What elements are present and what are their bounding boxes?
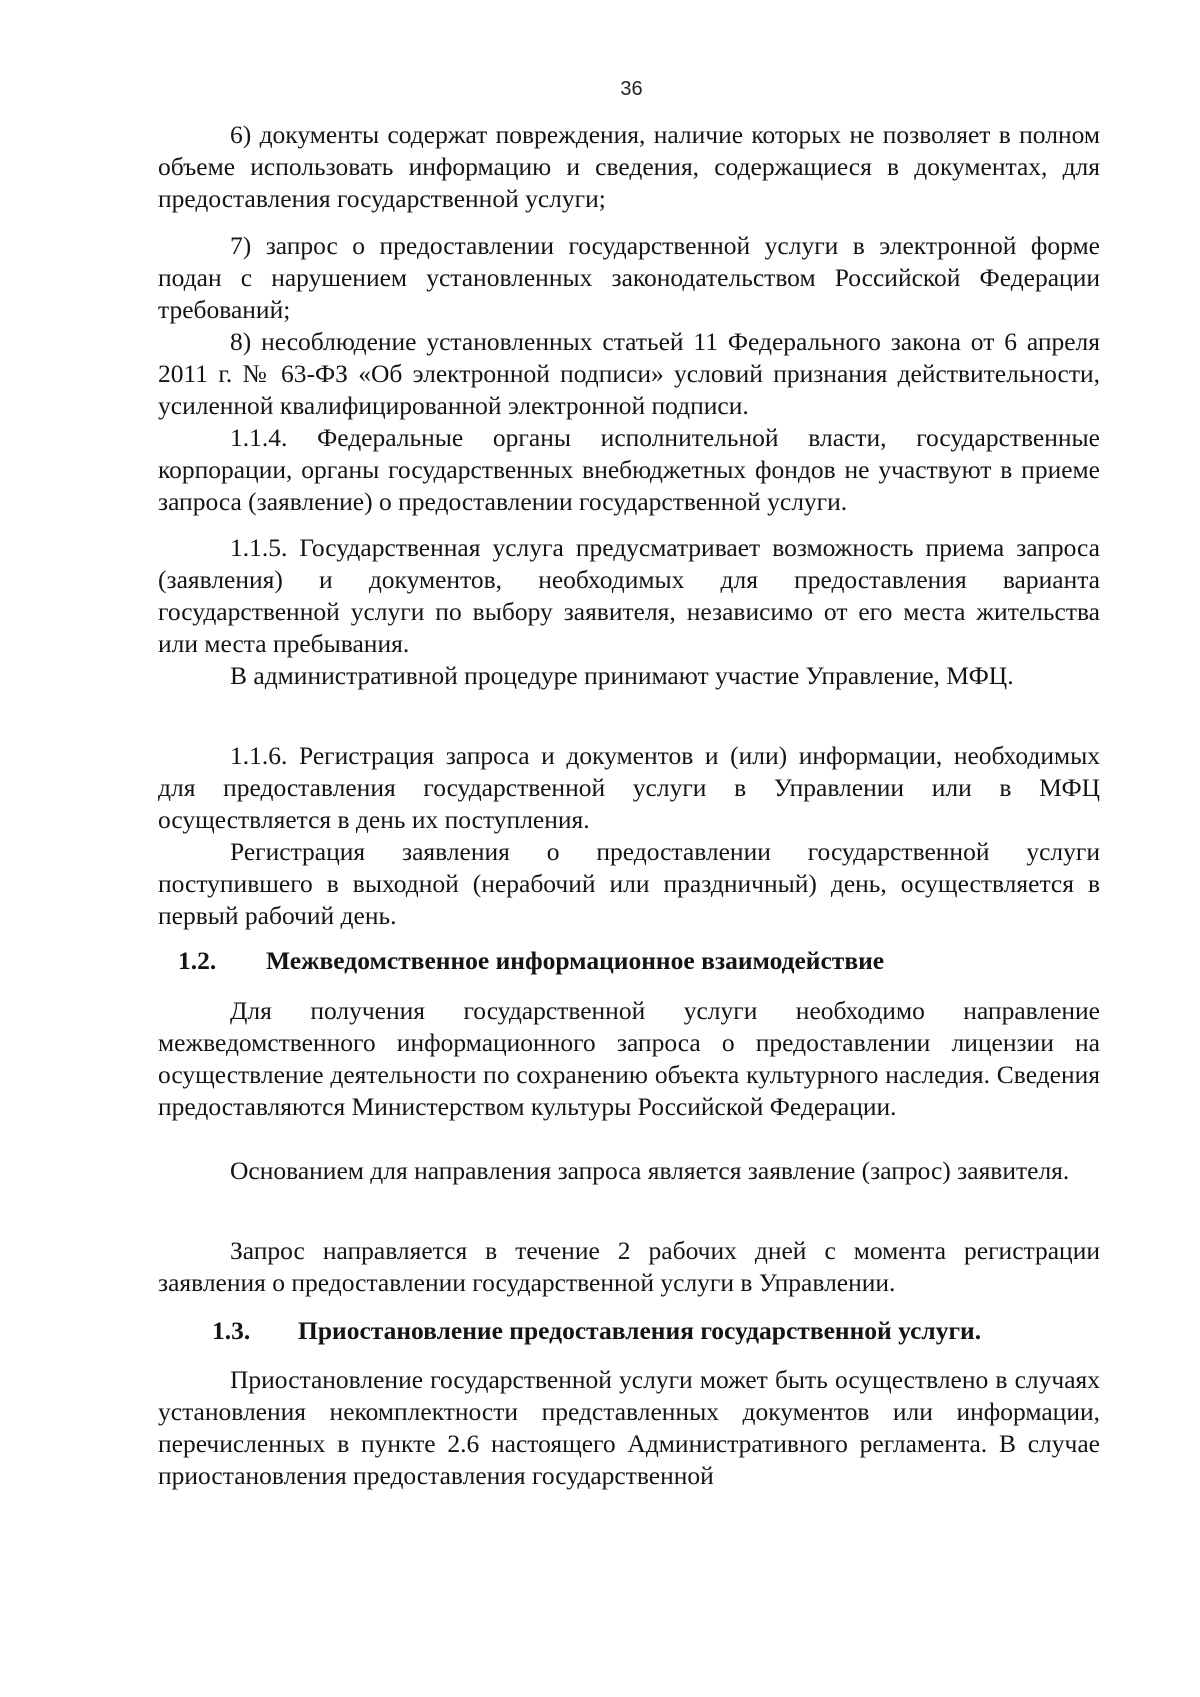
paragraph-1-1-5: 1.1.5. Государственная услуга предусматривает возможность приема запроса (заявления) и документов, необходимых для предоставления варианта государственной услуги по выбору заявителя, независимо от его места жительства или места пребывания.: [158, 533, 1100, 658]
paragraph-1-1-4: 1.1.4. Федеральные органы исполнительной власти, государственные корпорации, органы государственных внебюджетных фондов не участвуют в приеме запроса (заявление) о предоставлении государственной услуги.: [158, 423, 1100, 516]
paragraph-participants: В административной процедуре принимают участие Управление, МФЦ.: [230, 661, 1014, 690]
section-heading-1-2: [178, 945, 884, 977]
paragraph-item-6: 6) документы содержат повреждения, наличие которых не позволяет в полном объеме использовать информацию и сведения, содержащиеся в документах, для предоставления государственной услуги;: [158, 120, 1100, 213]
paragraph-1-1-6: 1.1.6. Регистрация запроса и документов и (или) информации, необходимых для предоставления государственной услуги в Управлении или в МФЦ осуществляется в день их поступления.: [158, 741, 1100, 834]
paragraph-interagency-request: Для получения государственной услуги необходимо направление межведомственного информационного запроса о предоставлении лицензии на осуществление деятельности по сохранению объекта культурного наследия. Сведения предоставляются Министерством культуры Российской Федерации.: [158, 996, 1100, 1121]
paragraph-request-deadline: Запрос направляется в течение 2 рабочих дней с момента регистрации заявления о предоставлении государственной услуги в Управлении.: [158, 1236, 1100, 1297]
paragraph-registration: Регистрация заявления о предоставлении государственной услуги поступившего в выходной (нерабочий или праздничный) день, осуществляется в первый рабочий день.: [158, 837, 1100, 930]
paragraph-item-8: 8) несоблюдение установленных статьей 11 Федерального закона от 6 апреля 2011 г. № 63-ФЗ «Об электронной подписи» условий признания действительности, усиленной квалифицированной электронной подписи.: [158, 327, 1100, 420]
paragraph-suspension: Приостановление государственной услуги может быть осуществлено в случаях установления некомплектности представленных документов или информации, перечисленных в пункте 2.6 настоящего Административного регламента. В случае приостановления предоставления государственной: [158, 1365, 1100, 1490]
section-number: 1.3.: [212, 1316, 251, 1345]
page-number: 36: [620, 78, 643, 100]
section-heading-1-3: [212, 1315, 981, 1347]
section-title: Межведомственное информационное взаимодействие: [266, 946, 885, 975]
paragraph-item-7: 7) запрос о предоставлении государственной услуги в электронной форме подан с нарушением установленных законодательством Российской Федерации требований;: [158, 231, 1100, 324]
section-title: Приостановление предоставления государственной услуги.: [298, 1316, 982, 1345]
section-number: 1.2.: [178, 946, 217, 975]
paragraph-request-basis: Основанием для направления запроса является заявление (запрос) заявителя.: [230, 1156, 1070, 1185]
